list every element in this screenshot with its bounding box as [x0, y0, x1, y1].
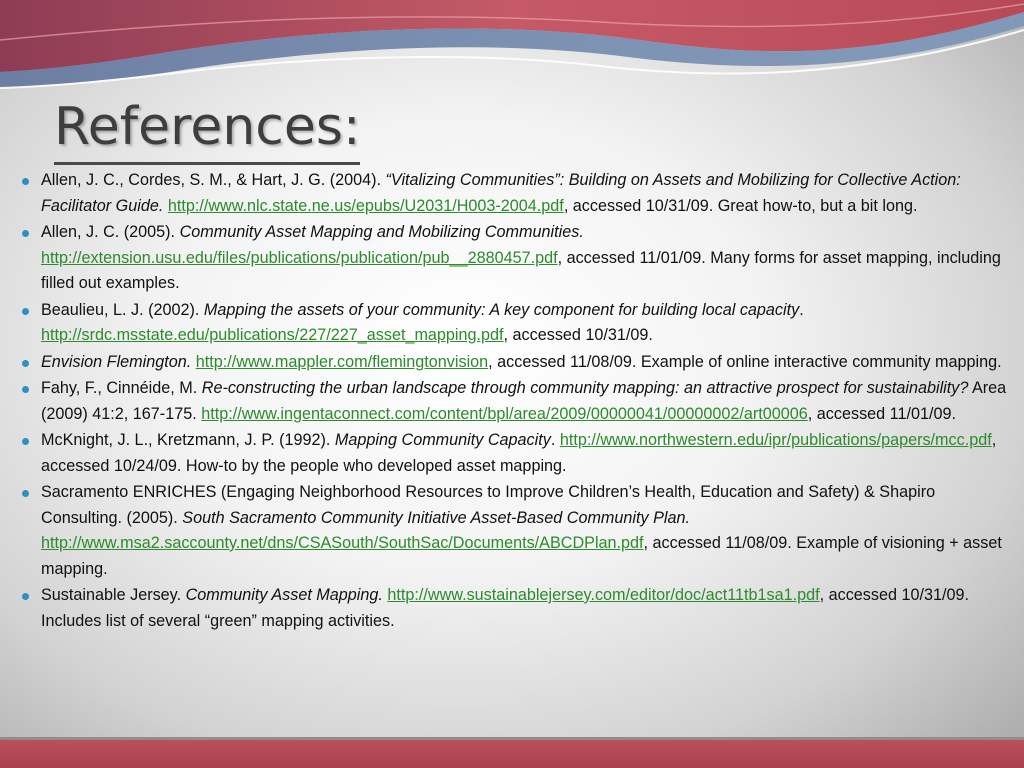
reference-link[interactable]: http://www.msa2.saccounty.net/dns/CSASouth/SouthSac/Documents/ABCDPlan.pdf [41, 534, 644, 552]
slide-title: References: [54, 92, 360, 165]
reference-title: Community Asset Mapping and Mobilizing Communities. [179, 223, 584, 241]
reference-item [22, 350, 1007, 376]
reference-title: Mapping the assets of your community: A key component for building local capacity [203, 300, 800, 319]
reference-authors: Allen, J. C., Cordes, S. M., & Hart, J. G. (2004). [41, 171, 386, 189]
reference-title: Mapping Community Capacity [334, 431, 551, 449]
reference-title: Envision Flemington. [41, 352, 192, 371]
reference-item [22, 168, 1007, 219]
reference-note: , accessed 11/01/09. [807, 404, 956, 423]
reference-item [22, 428, 1007, 479]
bullet-icon [22, 438, 29, 445]
reference-item [22, 376, 1007, 427]
reference-item [22, 480, 1007, 582]
references-list [22, 168, 1007, 635]
reference-item [22, 583, 1007, 634]
reference-link[interactable]: http://www.mappler.com/flemingtonvision [195, 352, 489, 371]
reference-authors: Allen, J. C. (2005). [41, 223, 180, 241]
reference-note: , accessed 10/31/09. [503, 326, 653, 344]
reference-link[interactable]: http://www.ingentaconnect.com/content/bpl/area/2009/00000041/00000002/art00006 [201, 404, 808, 423]
reference-link[interactable]: http://srdc.msstate.edu/publications/227/227_asset_mapping.pdf [41, 326, 504, 344]
reference-authors: McKnight, J. L., Kretzmann, J. P. (1992). [41, 431, 335, 449]
bullet-icon [22, 360, 29, 367]
bullet-icon [22, 178, 29, 185]
bullet-icon [22, 386, 29, 393]
reference-note: , accessed 10/31/09. Great how-to, but a bit long. [563, 196, 918, 215]
reference-link[interactable]: http://www.sustainablejersey.com/editor/doc/act11tb1sa1.pdf [387, 586, 820, 604]
reference-note: , accessed 11/08/09. Example of online interactive community mapping. [488, 352, 1002, 371]
reference-link[interactable]: http://extension.usu.edu/files/publications/publication/pub__2880457.pdf [41, 248, 558, 267]
footer-band-decoration [0, 740, 1024, 768]
reference-authors: Sacramento ENRICHES (Engaging Neighborhood Resources to Improve Children’s Health, Education and Safety) & Shapiro Consulting. (2005). [41, 483, 936, 527]
bullet-icon [22, 230, 29, 237]
header-wave-decoration [0, 0, 1024, 100]
reference-detail: . [550, 431, 560, 449]
reference-note: , accessed 11/08/09. Example of visioning + asset mapping. [41, 534, 1002, 578]
reference-detail: Area (2009) 41:2, 167-175. [41, 379, 1007, 423]
reference-detail: . [799, 300, 804, 319]
reference-title: Community Asset Mapping. [185, 586, 383, 604]
reference-note: , accessed 10/24/09. How-to by the people who developed asset mapping. [41, 431, 997, 475]
bullet-icon [22, 308, 29, 315]
reference-authors: Sustainable Jersey. [41, 586, 186, 604]
bullet-icon [22, 593, 29, 600]
reference-note: , accessed 10/31/09. Includes list of several “green” mapping activities. [41, 586, 969, 630]
bullet-icon [22, 490, 29, 497]
reference-note: , accessed 11/01/09. Many forms for asset mapping, including filled out examples. [41, 248, 1001, 292]
reference-title: South Sacramento Community Initiative Asset-Based Community Plan. [182, 508, 691, 527]
reference-title: Re-constructing the urban landscape through community mapping: an attractive prospect for sustainability? [201, 379, 969, 397]
reference-link[interactable]: http://www.northwestern.edu/ipr/publications/papers/mcc.pdf [559, 431, 992, 449]
reference-authors: Beaulieu, L. J. (2002). [41, 300, 204, 319]
reference-link[interactable]: http://www.nlc.state.ne.us/epubs/U2031/H003-2004.pdf [167, 196, 564, 215]
reference-title: “Vitalizing Communities”: Building on Assets and Mobilizing for Collective Action: Facilitator Guide. [41, 171, 961, 215]
reference-item [22, 298, 1007, 349]
reference-item [22, 220, 1007, 297]
reference-authors: Fahy, F., Cinnéide, M. [41, 379, 202, 397]
